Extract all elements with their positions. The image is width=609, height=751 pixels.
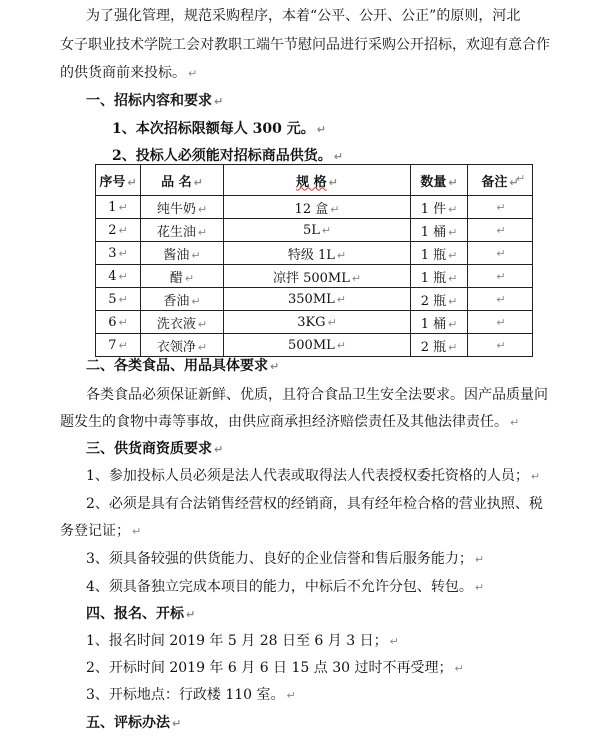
section-5-heading: 五、评标办法 ↵ [86, 715, 182, 731]
header-spec: 规 格 ↵ [224, 165, 411, 196]
section-1-item-2: 2、投标人必须能对招标商品供货。 ↵ [112, 148, 343, 164]
intro-line-2: 女子职业技术学院工会对教职工端午节慰问品进行采购公开招标，欢迎有意合作 [60, 37, 550, 53]
cell-name: 花生油 ↵ [141, 219, 224, 242]
cell-spec: 3KG ↵ [224, 311, 411, 334]
paragraph-mark-icon: ↵ [316, 123, 326, 136]
paragraph-mark-icon: ↵ [448, 248, 458, 262]
cell-no: 1 ↵ [96, 196, 141, 219]
paragraph-mark-icon: ↵ [474, 581, 485, 594]
cell-qty: 1 瓶 ↵ [411, 242, 468, 265]
paragraph-mark-icon: ↵ [530, 470, 541, 483]
paragraph-mark-icon: ↵ [496, 338, 506, 352]
paragraph-mark-icon: ↵ [321, 223, 332, 237]
paragraph-mark-icon: ↵ [510, 416, 520, 429]
section-1-item-1: 1、本次招标限额每人 300 元。 ↵ [112, 121, 326, 137]
paragraph-mark-icon: ↵ [193, 175, 203, 189]
cell-name: 洗衣液 ↵ [141, 311, 224, 334]
paragraph-mark-icon: ↵ [333, 150, 343, 163]
row-end-mark-icon: ↵ [516, 172, 526, 185]
paragraph-mark-icon: ↵ [197, 225, 208, 239]
paragraph-mark-icon: ↵ [118, 269, 128, 283]
cell-qty: 1 件 ↵ [411, 196, 468, 219]
cell-name: 香油 ↵ [141, 288, 224, 311]
section-3-req-1: 1、参加投标人员必须是法人代表或取得法人代表授权委托资格的人员； ↵ [86, 468, 541, 484]
cell-spec: 凉拌 500ML ↵ [224, 265, 411, 288]
paragraph-mark-icon: ↵ [118, 200, 128, 214]
cell-no: 5 ↵ [96, 288, 141, 311]
paragraph-mark-icon: ↵ [327, 315, 337, 329]
paragraph-mark-icon: ↵ [214, 443, 224, 456]
paragraph-mark-icon: ↵ [454, 662, 464, 675]
cell-qty: 1 桶 ↵ [411, 311, 468, 334]
paragraph-mark-icon: ↵ [118, 338, 128, 352]
section-2-heading: 二、各类食品、用品具体要求 ↵ [86, 358, 280, 374]
paragraph-mark-icon: ↵ [336, 248, 347, 262]
cell-name: 纯牛奶 ↵ [141, 196, 224, 219]
paragraph-mark-icon: ↵ [496, 246, 506, 260]
paragraph-mark-icon: ↵ [172, 717, 182, 730]
header-no: 序号 ↵ [96, 165, 141, 196]
paragraph-mark-icon: ↵ [197, 340, 208, 354]
cell-name: 衣领净 ↵ [141, 334, 224, 357]
paragraph-mark-icon: ↵ [474, 553, 485, 566]
cell-no: 3 ↵ [96, 242, 141, 265]
paragraph-mark-icon: ↵ [496, 315, 506, 329]
paragraph-mark-icon: ↵ [496, 223, 506, 237]
paragraph-mark-icon: ↵ [127, 175, 137, 189]
paragraph-mark-icon: ↵ [448, 202, 458, 216]
cell-no: 6 ↵ [96, 311, 141, 334]
cell-spec: 500ML ↵ [224, 334, 411, 357]
paragraph-mark-icon: ↵ [448, 340, 458, 354]
paragraph-mark-icon: ↵ [286, 689, 296, 702]
table-row [96, 196, 533, 219]
cell-no: 4 ↵ [96, 265, 141, 288]
paragraph-mark-icon: ↵ [389, 635, 399, 648]
paragraph-mark-icon: ↵ [336, 292, 346, 306]
cell-spec: 5L ↵ [224, 219, 411, 242]
paragraph-mark-icon: ↵ [509, 175, 519, 189]
paragraph-mark-icon: ↵ [448, 271, 458, 285]
paragraph-mark-icon: ↵ [351, 271, 362, 285]
paragraph-mark-icon: ↵ [191, 248, 201, 262]
header-note: 备注 ↵ [468, 165, 533, 196]
cell-spec: 350ML ↵ [224, 288, 411, 311]
cell-no: 2 ↵ [96, 219, 141, 242]
paragraph-mark-icon: ↵ [118, 292, 128, 306]
paragraph-mark-icon: ↵ [496, 269, 506, 283]
cell-note [468, 242, 533, 265]
intro-line-3: 的供货商前来投标。 ↵ [60, 65, 198, 81]
paragraph-mark-icon: ↵ [330, 202, 340, 216]
header-qty: 数量 ↵ [411, 165, 468, 196]
paragraph-mark-icon: ↵ [270, 360, 280, 373]
paragraph-mark-icon: ↵ [132, 525, 142, 538]
table-row [96, 311, 533, 334]
section-3-req-2b: 务登记证； ↵ [60, 523, 142, 539]
paragraph-mark-icon: ↵ [188, 67, 198, 80]
cell-note [468, 311, 533, 334]
paragraph-mark-icon: ↵ [328, 175, 338, 189]
section-4-signup-time: 1、报名时间 2019 年 5 月 28 日至 6 月 3 日； ↵ [86, 633, 399, 649]
paragraph-mark-icon: ↵ [191, 294, 201, 308]
intro-line-1: 为了强化管理，规范采购程序，本着“公平、公开、公正”的原则，河北 [86, 8, 521, 24]
cell-spec: 12 盒 ↵ [224, 196, 411, 219]
paragraph-mark-icon: ↵ [336, 338, 346, 352]
paragraph-mark-icon: ↵ [448, 225, 458, 239]
table-row [96, 219, 533, 242]
header-name: 品 名 ↵ [141, 165, 224, 196]
paragraph-mark-icon: ↵ [197, 317, 208, 331]
cell-qty: 2 瓶 ↵ [411, 288, 468, 311]
goods-table [95, 164, 533, 357]
paragraph-mark-icon: ↵ [197, 202, 208, 216]
section-1-heading: 一、招标内容和要求 ↵ [86, 93, 224, 109]
section-2-para-line-1: 各类食品必须保证新鲜、优质，且符合食品卫生安全法要求。因产品质量问 [86, 387, 548, 403]
cell-note [468, 334, 533, 357]
table-row [96, 288, 533, 311]
cell-name: 酱油 ↵ [141, 242, 224, 265]
section-4-heading: 四、报名、开标 ↵ [86, 606, 196, 622]
paragraph-mark-icon: ↵ [448, 294, 458, 308]
section-3-req-2a: 2、必须是具有合法销售经营权的经销商，具有经年检合格的营业执照、税 [86, 496, 543, 512]
paragraph-mark-icon: ↵ [186, 608, 196, 621]
paragraph-mark-icon: ↵ [118, 246, 128, 260]
cell-no: 7 ↵ [96, 334, 141, 357]
paragraph-mark-icon: ↵ [118, 315, 128, 329]
paragraph-mark-icon: ↵ [118, 223, 128, 237]
section-4-location: 3、开标地点：行政楼 110 室。 ↵ [86, 687, 296, 703]
paragraph-mark-icon: ↵ [448, 175, 458, 189]
cell-qty: 1 瓶 ↵ [411, 265, 468, 288]
cell-name: 醋 ↵ [141, 265, 224, 288]
paragraph-mark-icon: ↵ [448, 317, 458, 331]
section-3-req-4: 4、须具备独立完成本项目的能力，中标后不允许分包、转包。 ↵ [86, 579, 485, 595]
cell-note [468, 288, 533, 311]
section-3-req-3: 3、须具备较强的供货能力、良好的企业信誉和售后服务能力； ↵ [86, 551, 485, 567]
cell-qty: 1 桶 ↵ [411, 219, 468, 242]
section-4-opening-time: 2、开标时间 2019 年 6 月 6 日 15 点 30 过时不再受理； ↵ [86, 660, 464, 676]
paragraph-mark-icon: ↵ [184, 271, 195, 285]
section-2-para-line-2: 题发生的食物中毒等事故，由供应商承担经济赔偿责任及其他法律责任。 ↵ [60, 414, 520, 430]
paragraph-mark-icon: ↵ [496, 292, 506, 306]
table-row [96, 265, 533, 288]
cell-qty: 2 瓶 ↵ [411, 334, 468, 357]
cell-note [468, 196, 533, 219]
cell-spec: 特级 1L ↵ [224, 242, 411, 265]
table-header-row [96, 165, 533, 196]
cell-note [468, 265, 533, 288]
paragraph-mark-icon: ↵ [214, 95, 224, 108]
paragraph-mark-icon: ↵ [496, 200, 506, 214]
table-row [96, 334, 533, 357]
table-row [96, 242, 533, 265]
section-3-heading: 三、供货商资质要求 ↵ [86, 441, 224, 457]
cell-note [468, 219, 533, 242]
